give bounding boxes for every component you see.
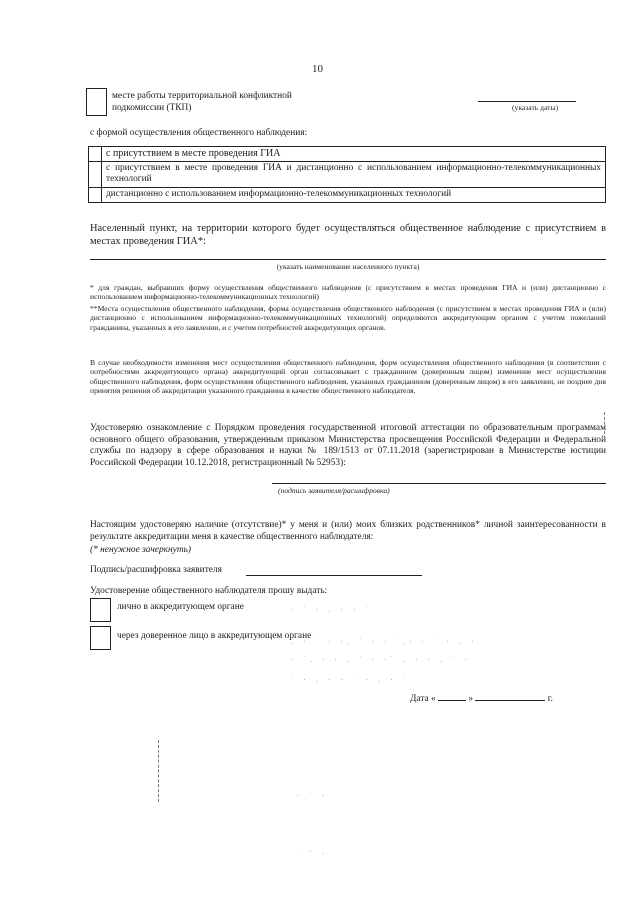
mode-label: с присутствием в месте проведения ГИА и дистанционно с использованием информационно-телекоммуникационных технологий xyxy=(102,161,606,187)
footnote-change: В случае необходимости изменения мест осуществления общественного наблюдения, форм осуществления общественного наблюдения (в соответствии с потребностями аккредитующего органа) аккредитующий орган согласовывает с гражданином (доверенным лицом) изменение мест осуществления общественного наблюдения, форм осуществления общественного наблюдения, указанных гражданином (доверенным лицом) в его заявлении, не позднее дня принятия решения об аккредитации указанного гражданина в качестве общественного наблюдателя. xyxy=(90,358,606,396)
date-label: Дата « xyxy=(410,694,436,704)
scan-artifact-line xyxy=(158,740,159,802)
delivery-personal-checkbox[interactable] xyxy=(90,598,111,622)
scan-noise: . · ˙ · ·. ˙ · · ˙.· · ˙ · . · xyxy=(290,638,477,646)
locality-hint: (указать наименование населенного пункта) xyxy=(276,262,420,271)
acquainted-sign-line[interactable] xyxy=(272,483,606,484)
delivery-proxy-checkbox[interactable] xyxy=(90,626,111,650)
date-mid: » xyxy=(468,694,474,704)
observation-mode-table xyxy=(88,146,606,203)
locality-prompt: Населенный пункт, на территории которого будет осуществляться общественное наблюдение с присутствием в местах проведения ГИА*: xyxy=(90,223,606,247)
interest-text: Настоящим удостоверяю наличие (отсутствие)* у меня и (или) моих близких родственников* личной заинтересованности в результате аккредитации меня в качестве общественного наблюдателя: xyxy=(90,520,606,542)
date-year-suffix: г. xyxy=(547,694,553,704)
scan-noise: ˙ · . xyxy=(296,848,328,856)
footnote-mode: * для граждан, выбравших форму осуществления общественного наблюдения (с присутствием в местах проведения ГИА и (или) дистанционно с использованием информационно-телекоммуникационных технологий) xyxy=(90,283,606,302)
scan-noise: · ˙ · . · · ˙ xyxy=(290,606,371,614)
tkp-label-line2: подкомиссии (ТКП) xyxy=(112,102,192,113)
scan-noise: · ˙ · xyxy=(296,792,328,800)
date-day-line[interactable] xyxy=(438,700,466,701)
scan-artifact-line xyxy=(604,412,605,434)
acquainted-sign-hint: (подпись заявителя/расшифровка) xyxy=(278,486,390,495)
delivery-personal-label: лично в аккредитующем органе xyxy=(117,602,244,612)
tkp-date-hint: (указать даты) xyxy=(512,103,559,112)
scan-noise: ˙ · . · · ˙ · . · ˙ xyxy=(290,676,409,684)
footnote-places: **Места осуществления общественного наблюдения, форма осуществления общественного наблюдения (с присутствием в местах проведения ГИА и (или) дистанционно с использованием информационно-телекоммуникационных технологий) определяются аккредитующим органом с учетом пожеланий гражданина, указанных в его заявлении, и с учетом потребностей аккредитующих органов. xyxy=(90,304,606,332)
form-heading: с формой осуществления общественного наблюдения: xyxy=(90,128,308,138)
locality-input-line[interactable] xyxy=(90,259,606,260)
tkp-label-line1: месте работы территориальной конфликтной xyxy=(112,91,292,101)
acquainted-text: Удостоверяю ознакомление с Порядком проведения государственной итоговой аттестации по образовательным программам основного общего образования, утвержденным приказом Министерства просвещения Российской Федерации и Федеральной службы по надзору в сфере образования и науки № 189/1513 от 07.11.2018 (зарегистрирован в Министерстве юстиции Российской Федерации 10.12.2018, регистрационный № 52953): xyxy=(90,423,606,468)
signature-line[interactable] xyxy=(246,575,422,576)
page-number: 10 xyxy=(312,63,323,75)
mode-label: с присутствием в месте проведения ГИА xyxy=(102,147,606,162)
mode-checkbox[interactable] xyxy=(89,147,102,162)
tkp-date-line[interactable] xyxy=(478,101,576,102)
tkp-checkbox[interactable] xyxy=(86,88,107,116)
mode-row xyxy=(89,161,606,187)
mode-checkbox[interactable] xyxy=(89,161,102,187)
mode-row xyxy=(89,147,606,162)
mode-checkbox[interactable] xyxy=(89,187,102,202)
date-month-line[interactable] xyxy=(475,700,545,701)
scan-noise: · ˙. · · . ˙ · ·˙ . · · . ˙ · xyxy=(290,656,471,664)
tkp-label xyxy=(112,91,322,114)
interest-note: (* ненужное зачеркнуть) xyxy=(90,545,192,555)
signature-label: Подпись/расшифровка заявителя xyxy=(90,565,222,575)
date-row xyxy=(410,694,606,706)
mode-label: дистанционно с использованием информационно-телекоммуникационных технологий xyxy=(102,187,606,202)
mode-row xyxy=(89,187,606,202)
delivery-heading: Удостоверение общественного наблюдателя прошу выдать: xyxy=(90,586,328,596)
delivery-proxy-label: через доверенное лицо в аккредитующем органе xyxy=(117,631,312,641)
